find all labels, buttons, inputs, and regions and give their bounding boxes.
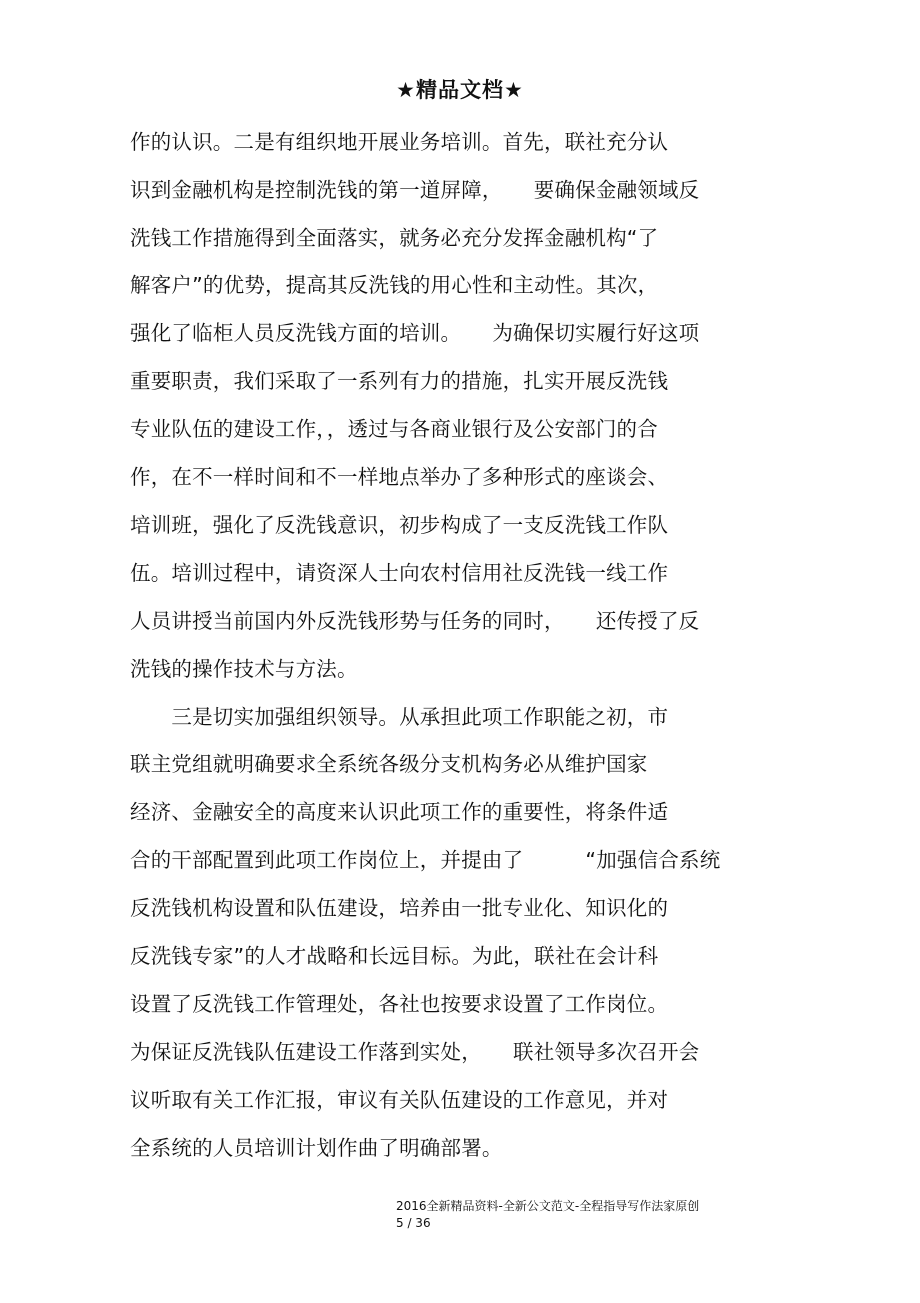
text-line: 设置了反洗钱工作管理处，各社也按要求设置了工作岗位。 (130, 992, 669, 1016)
text-line: 洗钱的操作技术与方法。 (130, 657, 358, 681)
text-line: 人员讲授当前国内外反洗钱形势与任务的同时， 还传授了反 (130, 609, 700, 633)
text-line: 重要职责，我们采取了一系列有力的措施，扎实开展反洗钱 (130, 369, 669, 393)
text-line: 全系统的人员培训计划作曲了明确部署。 (130, 1136, 503, 1160)
text-line: 强化了临柜人员反洗钱方面的培训。 为确保切实履行好这项 (130, 321, 700, 345)
text-line: 议听取有关工作汇报，审议有关队伍建设的工作意见，并对 (130, 1088, 669, 1112)
page-number: 5 / 36 (396, 1216, 431, 1230)
footer-source-text: 2016全新精品资料-全新公文范文-全程指导写作法家原创 (396, 1199, 700, 1213)
text-line: 专业队伍的建设工作，，透过与各商业银行及公安部门的合 (130, 417, 658, 441)
document-header-title: ★精品文档★ (396, 78, 524, 102)
text-line: 合的干部配置到此项工作岗位上，并提由了 “加强信合系统 (130, 848, 721, 872)
text-line: 反洗钱机构设置和队伍建设，培养由一批专业化、知识化的 (130, 896, 669, 920)
text-line: 联主党组就明确要求全系统各级分支机构务必从维护国家 (130, 752, 648, 776)
text-line: 经济、金融安全的高度来认识此项工作的重要性，将条件适 (130, 800, 669, 824)
text-line: 作的认识。二是有组织地开展业务培训。首先，联社充分认 (130, 130, 669, 154)
text-line: 解客户”的优势，提高其反洗钱的用心性和主动性。其次， (130, 273, 659, 297)
text-line: 洗钱工作措施得到全面落实，就务必充分发挥金融机构“了 (130, 226, 659, 250)
text-line: 伍。培训过程中，请资深人士向农村信用社反洗钱一线工作 (130, 561, 669, 585)
text-line: 识到金融机构是控制洗钱的第一道屏障， 要确保金融领域反 (130, 178, 700, 202)
text-line: 反洗钱专家”的人才战略和长远目标。为此，联社在会计科 (130, 944, 659, 968)
text-line: 培训班，强化了反洗钱意识，初步构成了一支反洗钱工作队 (130, 513, 669, 537)
text-line: 三是切实加强组织领导。从承担此项工作职能之初，市 (130, 705, 669, 729)
text-line: 作，在不一样时间和不一样地点举办了多种形式的座谈会、 (130, 465, 669, 489)
text-line: 为保证反洗钱队伍建设工作落到实处， 联社领导多次召开会 (130, 1040, 700, 1064)
